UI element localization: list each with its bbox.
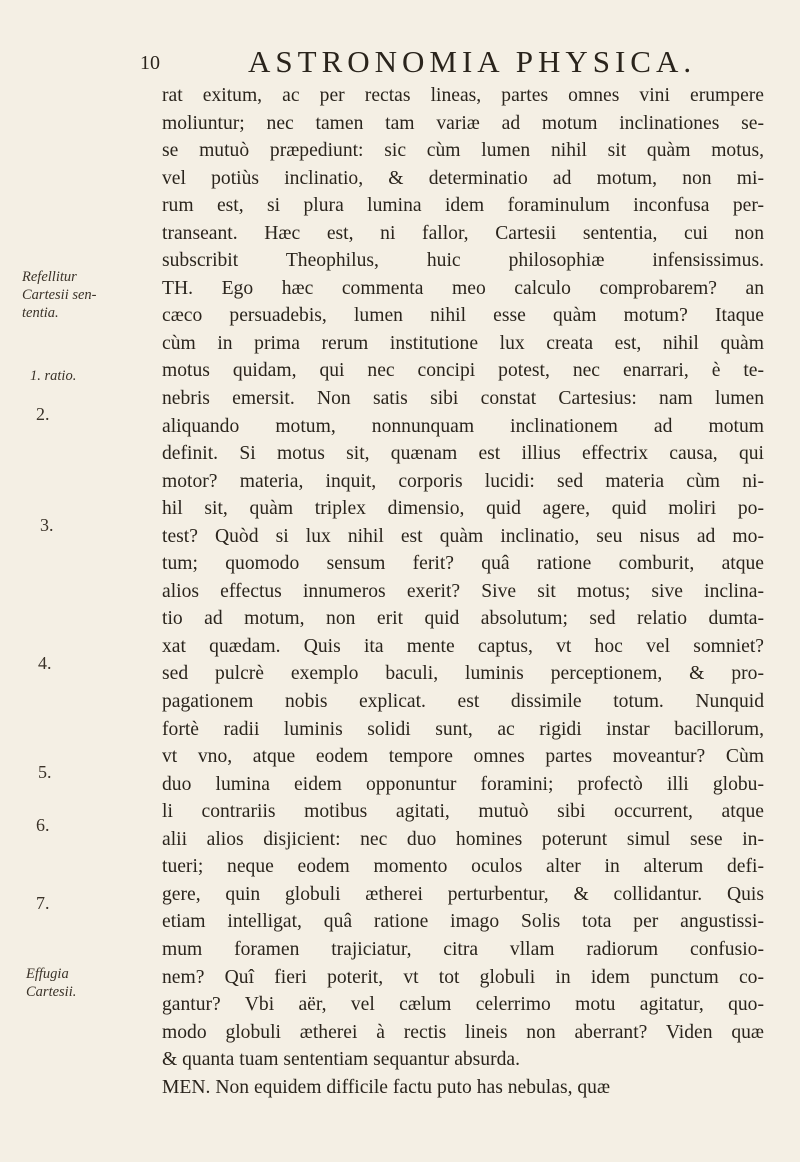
page-number: 10 xyxy=(140,52,160,74)
margin-number-6: 6. xyxy=(36,815,50,835)
text-line: cæco persuadebis, lumen nihil esse quàm motum? Itaque xyxy=(162,305,764,327)
text-line: definit. Si motus sit, quænam est illius effectrix causa, qui xyxy=(162,443,764,465)
text-line: li contrariis motibus agitati, mutuò sibi occurrent, atque xyxy=(162,801,764,823)
text-line: motus quidam, qui nec concipi potest, nec enarrari, è te- xyxy=(162,360,764,382)
margin-number-5: 5. xyxy=(38,762,52,782)
margin-note-line: Cartesii. xyxy=(26,984,77,1000)
text-line: tum; quomodo sensum ferit? quâ ratione comburit, atque xyxy=(162,553,764,575)
text-line: sed pulcrè exemplo baculi, luminis perceptionem, & pro- xyxy=(162,663,764,685)
text-line: mum foramen trajiciatur, citra vllam radiorum confusio- xyxy=(162,938,764,960)
text-line: nem? Quî fieri poterit, vt tot globuli in idem punctum co- xyxy=(162,966,764,988)
text-line: pagationem nobis explicat. est dissimile totum. Nunquid xyxy=(162,691,764,713)
text-line: se mutuò præpediunt: sic cùm lumen nihil sit quàm motus, xyxy=(162,140,764,162)
text-line: cùm in prima rerum institutione lux creata est, nihil quàm xyxy=(162,332,764,354)
margin-note-refellitur xyxy=(22,268,97,322)
margin-note-ratio: 1. ratio. xyxy=(30,368,77,384)
text-line: xat quædam. Quis ita mente captus, vt hoc vel somniet? xyxy=(162,635,764,657)
text-line: test? Quòd si lux nihil est quàm inclinatio, seu nisus ad mo- xyxy=(162,525,764,547)
text-line: & quanta tuam sententiam sequantur absurda. xyxy=(162,1049,521,1071)
text-line: etiam intelligat, quâ ratione imago Solis tota per angustissi- xyxy=(162,911,764,933)
text-line: alii alios disjicient: nec duo homines poterunt simul sese in- xyxy=(162,828,764,850)
text-line: nebris emersit. Non satis sibi constat Cartesius: nam lumen xyxy=(162,388,764,410)
margin-number-2: 2. xyxy=(36,404,50,424)
text-line: rum est, si plura lumina idem foraminulum inconfusa per- xyxy=(162,195,764,217)
text-line: motor? materia, inquit, corporis lucidi: sed materia cùm ni- xyxy=(162,470,764,492)
text-line: gere, quin globuli ætherei perturbentur, & collidantur. Quis xyxy=(162,883,764,905)
margin-number-4: 4. xyxy=(38,653,52,673)
running-title: ASTRONOMIA PHYSICA. xyxy=(248,44,697,79)
margin-note-line: Refellitur xyxy=(22,269,77,285)
margin-number-3: 3. xyxy=(40,515,54,535)
margin-note-effugia xyxy=(26,965,76,1001)
text-line: tio ad motum, non erit quid absolutum; sed relatio dumta- xyxy=(162,608,764,630)
text-line: transeant. Hæc est, ni fallor, Cartesii sententia, cui non xyxy=(162,222,764,244)
margin-number-7: 7. xyxy=(36,893,50,913)
text-line: modo globuli ætherei à rectis lineis non aberrant? Viden quæ xyxy=(162,1021,764,1043)
text-line: moliuntur; nec tamen tam variæ ad motum inclinationes se- xyxy=(162,112,764,134)
text-line: vt vno, atque eodem tempore omnes partes moveantur? Cùm xyxy=(162,746,764,768)
text-line: TH. Ego hæc commenta meo calculo comprobarem? an xyxy=(162,277,764,299)
margin-note-line: Effugia xyxy=(26,966,69,982)
text-line: hil sit, quàm triplex dimensio, quid agere, quid moliri po- xyxy=(162,498,764,520)
margin-note-line: tentia. xyxy=(22,305,59,321)
body-text xyxy=(162,82,764,1101)
text-line: fortè radii luminis solidi sunt, ac rigidi instar bacillorum, xyxy=(162,718,764,740)
text-line: rat exitum, ac per rectas lineas, partes omnes vini erumpere xyxy=(162,85,764,106)
margin-note-line: Cartesii sen- xyxy=(22,287,97,303)
text-line: subscribit Theophilus, huic philosophiæ infensissimus. xyxy=(162,250,764,272)
text-line: tueri; neque eodem momento oculos alter in alterum defi- xyxy=(162,856,764,878)
text-line: vel potiùs inclinatio, & determinatio ad motum, non mi- xyxy=(162,167,764,189)
text-line: aliquando motum, nonnunquam inclinationem ad motum xyxy=(162,415,764,437)
text-line: duo lumina eidem opponuntur foramini; profectò illi globu- xyxy=(162,773,764,795)
text-line: MEN. Non equidem difficile factu puto has nebulas, quæ xyxy=(162,1076,611,1098)
text-line: alios effectus innumeros exerit? Sive sit motus; sive inclina- xyxy=(162,580,764,602)
text-line: gantur? Vbi aër, vel cælum celerrimo motu agitatur, quo- xyxy=(162,994,764,1016)
margin-notes xyxy=(0,0,160,1162)
